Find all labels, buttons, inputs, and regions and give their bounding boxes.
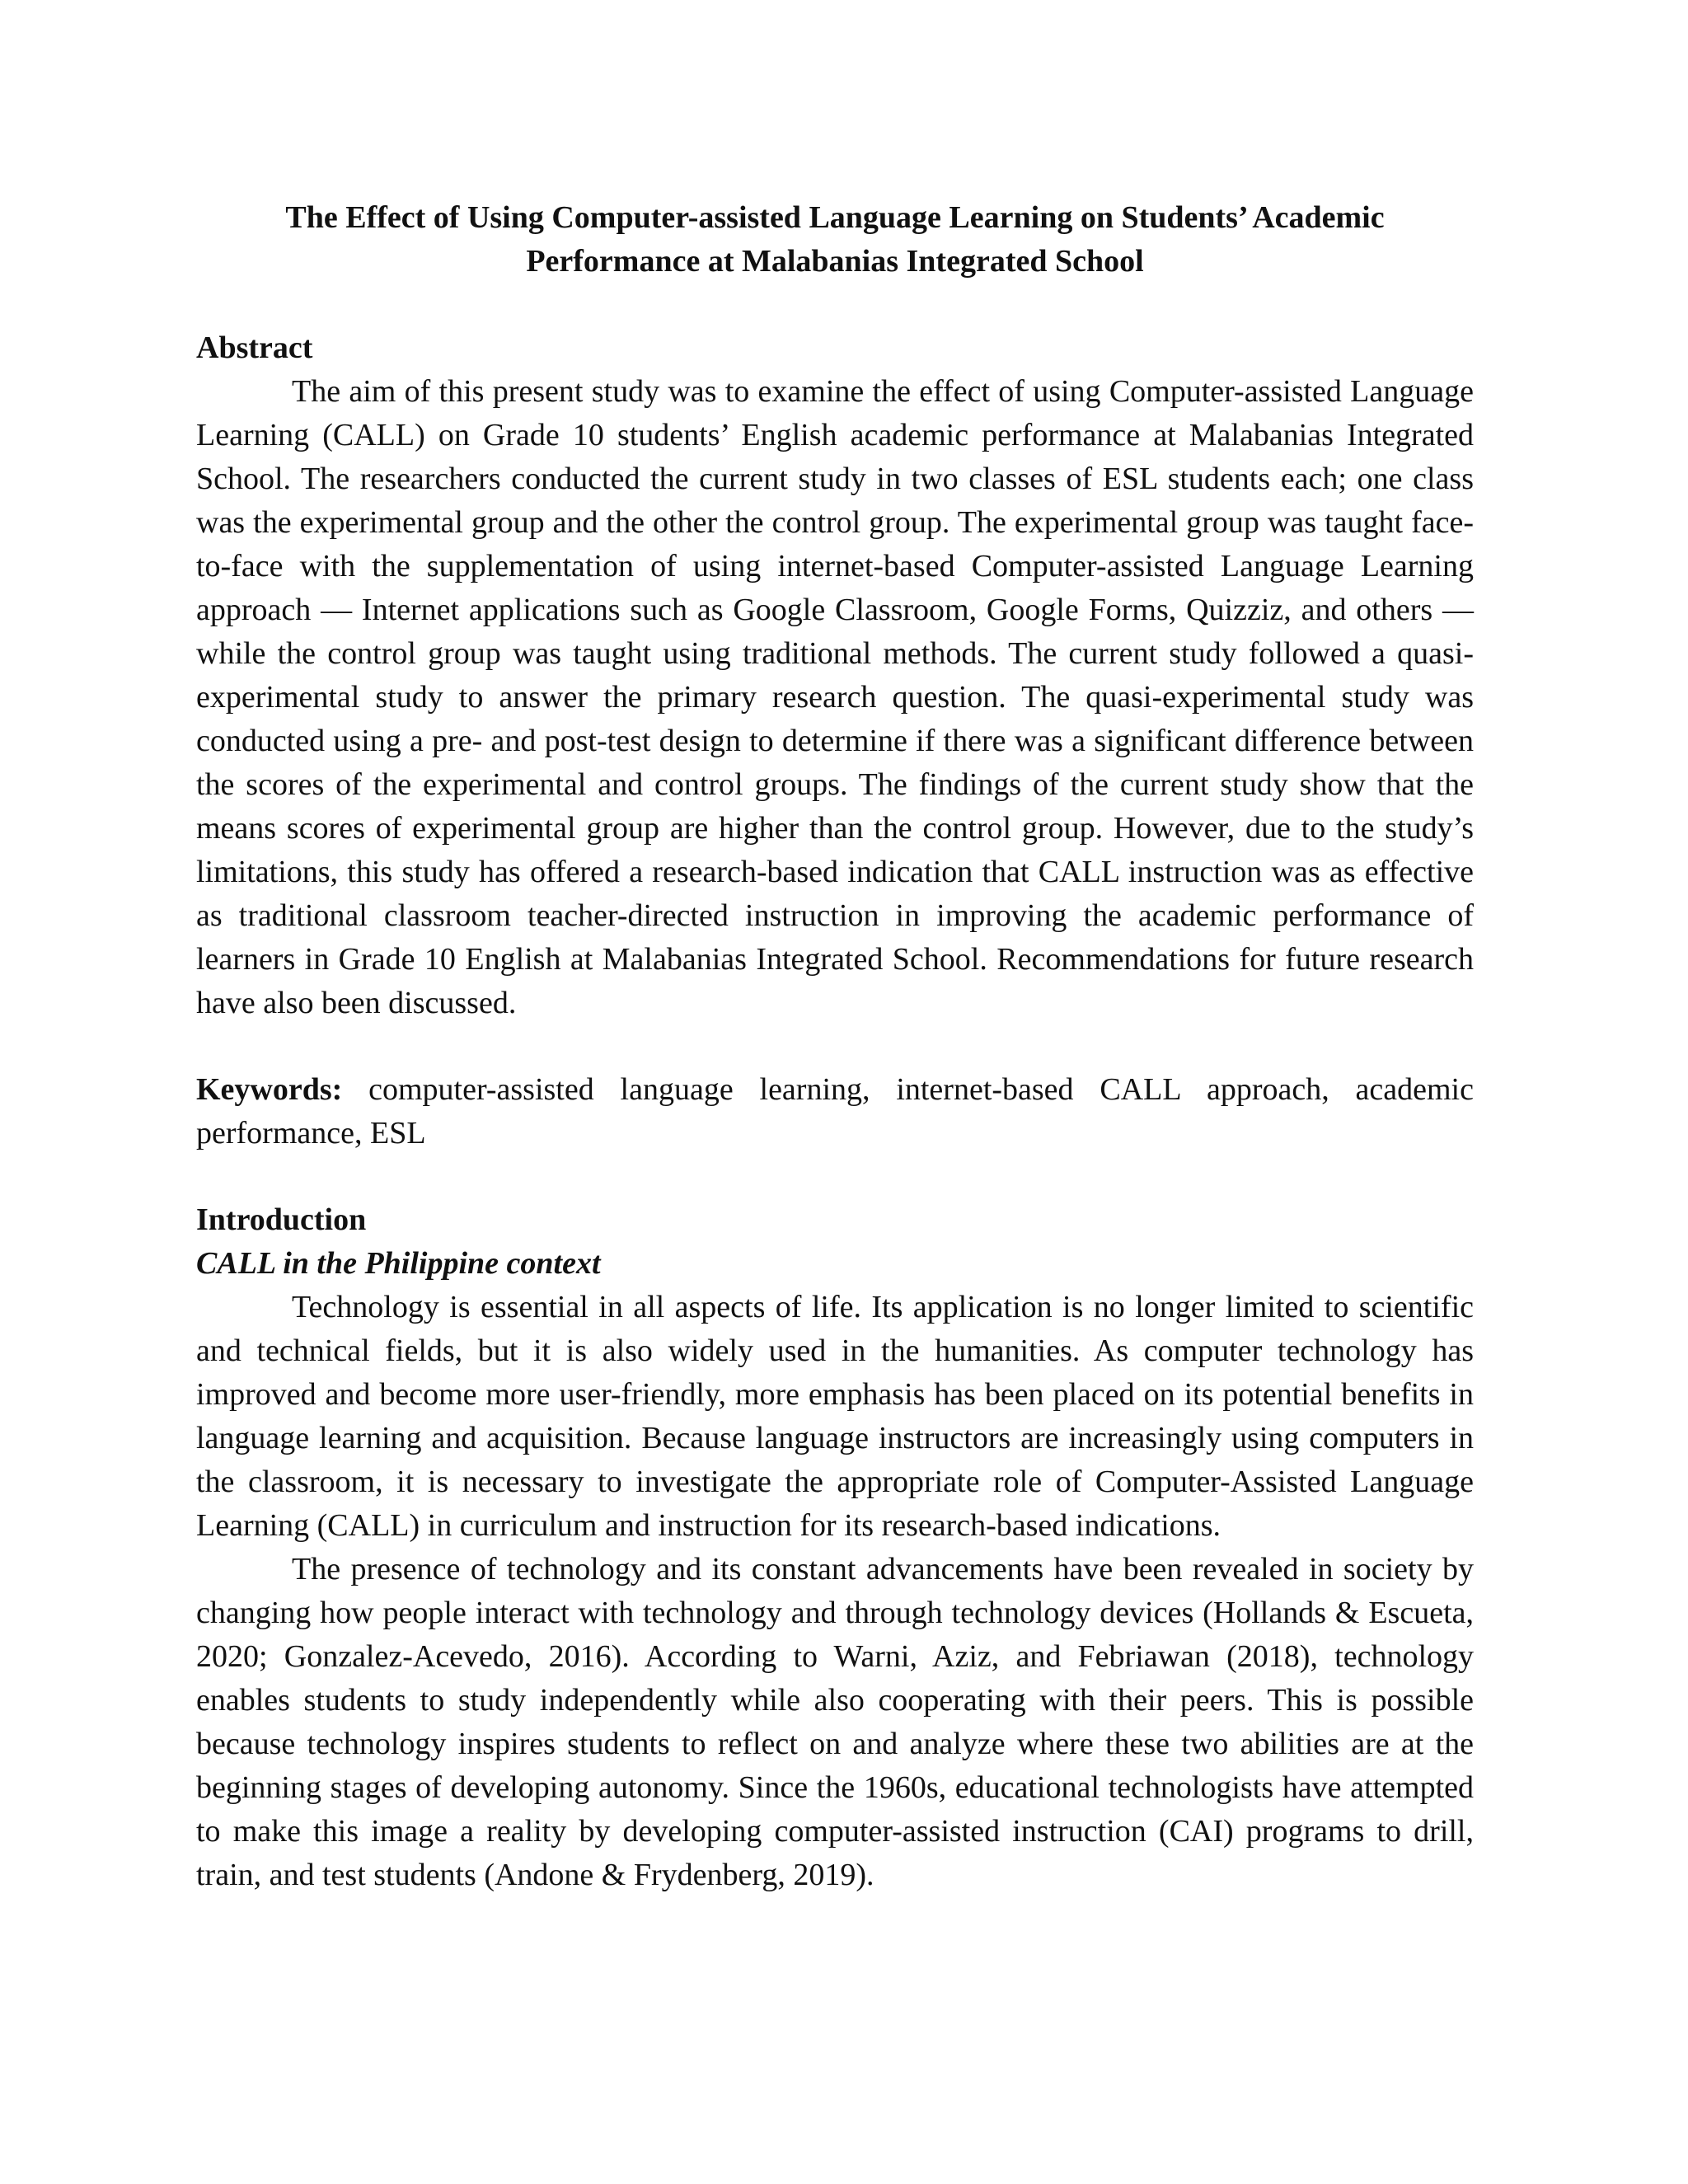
spacer <box>196 1155 1474 1198</box>
keywords-label: Keywords: <box>196 1072 343 1107</box>
paper-title <box>196 196 1474 284</box>
paper-title-line-2: Performance at Malabanias Integrated School <box>526 244 1144 279</box>
spacer <box>196 1025 1474 1068</box>
keywords <box>196 1068 1474 1155</box>
paper-title-line-1: The Effect of Using Computer-assisted Language Learning on Students’ Academic <box>285 200 1385 235</box>
introduction-paragraph-1: Technology is essential in all aspects of life. Its application is no longer limited to scientific and technical fields, but it is also widely used in the humanities. As computer technology has improved and become more user-friendly, more emphasis has been placed on its potential benefits in language learning and acquisition. Because language instructors are increasingly using computers in the classroom, it is necessary to investigate the appropriate role of Computer-Assisted Language Learning (CALL) in curriculum and instruction for its research-based indications. <box>196 1290 1474 1543</box>
introduction-paragraph-2: The presence of technology and its constant advancements have been revealed in society by changing how people interact with technology and through technology devices (Hollands & Escueta, 2020; Gonzalez-Acevedo, 2016). According to Warni, Aziz, and Febriawan (2018), technology enables students to study independently while also cooperating with their peers. This is possible because technology inspires students to reflect on and analyze where these two abilities are at the beginning stages of developing autonomy. Since the 1960s, educational technologists have attempted to make this image a reality by developing computer-assisted instruction (CAI) programs to drill, train, and test students (Andone & Frydenberg, 2019). <box>196 1552 1474 1892</box>
abstract-heading: Abstract <box>196 330 313 365</box>
document-page <box>196 196 1474 1897</box>
introduction-heading: Introduction <box>196 1202 367 1237</box>
spacer <box>196 284 1474 326</box>
introduction-subheading: CALL in the Philippine context <box>196 1246 601 1281</box>
abstract-body: The aim of this present study was to examine the effect of using Computer-assisted Language Learning (CALL) on Grade 10 students’ English academic performance at Malabanias Integrated School. The researchers conducted the current study in two classes of ESL students each; one class was the experimental group and the other the control group. The experimental group was taught face-to-face with the supplementation of using internet-based Computer-assisted Language Learning approach — Internet applications such as Google Classroom, Google Forms, Quizziz, and others —while the control group was taught using traditional methods. The current study followed a quasi-experimental study to answer the primary research question. The quasi-experimental study was conducted using a pre- and post-test design to determine if there was a significant difference between the scores of the experimental and control groups. The findings of the current study show that the means scores of experimental group are higher than the control group. However, due to the study’s limitations, this study has offered a research-based indication that CALL instruction was as effective as traditional classroom teacher-directed instruction in improving the academic performance of learners in Grade 10 English at Malabanias Integrated School. Recommendations for future research have also been discussed. <box>196 374 1474 1020</box>
keywords-text: computer-assisted language learning, internet-based CALL approach, academic performance, ESL <box>196 1072 1474 1151</box>
